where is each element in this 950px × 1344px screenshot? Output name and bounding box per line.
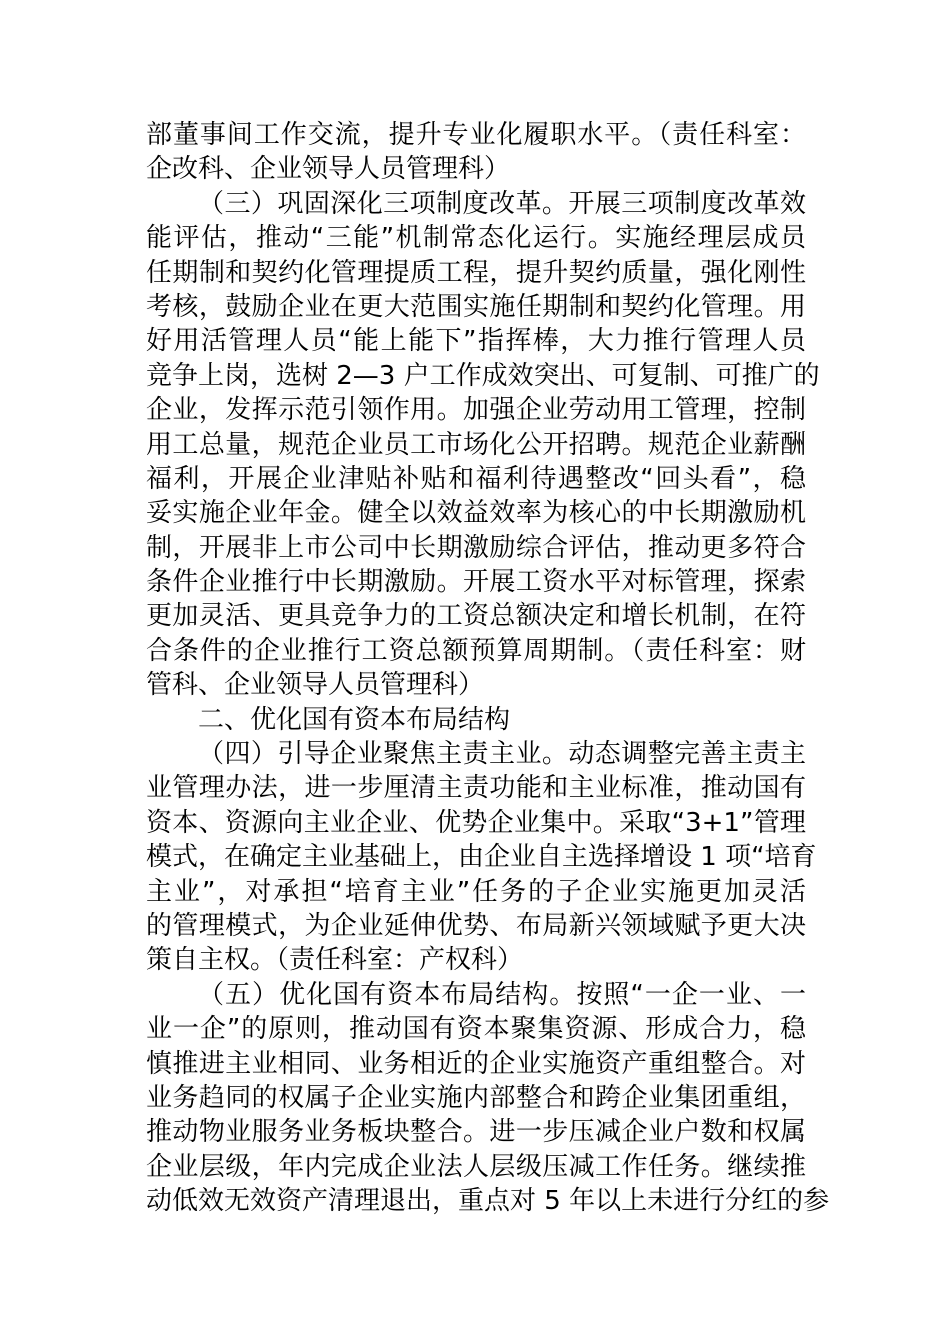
text-line: 企改科、企业领导人员管理科） (146, 154, 511, 185)
text-line: 业一企”的原则，推动国有资本聚集资源、形成合力，稳 (146, 1014, 806, 1045)
text-line: 合条件的企业推行工资总额预算周期制。（责任科室：财 (146, 635, 806, 666)
text-line: 动低效无效资产清理退出，重点对 5 年以上未进行分红的参 (146, 1186, 830, 1217)
text-line: 业务趋同的权属子企业实施内部整合和跨企业集团重组， (146, 1082, 806, 1113)
text-line: 企业层级，年内完成企业法人层级压减工作任务。继续推 (146, 1151, 806, 1182)
text-line: 管科、企业领导人员管理科） (146, 670, 485, 701)
section-heading: 二、优化国有资本布局结构 (198, 704, 511, 735)
text-line: 的管理模式，为企业延伸优势、布局新兴领域赋予更大决 (146, 910, 806, 941)
text-line: 更加灵活、更具竞争力的工资总额决定和增长机制，在符 (146, 601, 806, 632)
text-line: 考核，鼓励企业在更大范围实施任期制和契约化管理。用 (146, 291, 806, 322)
text-line: 任期制和契约化管理提质工程，提升契约质量，强化刚性 (146, 257, 806, 288)
paragraph-start-line: （五）优化国有资本布局结构。按照“一企一业、一 (198, 979, 806, 1010)
text-line: 资本、资源向主业企业、优势企业集中。采取“3+1”管理 (146, 807, 806, 838)
text-line: 部董事间工作交流，提升专业化履职水平。（责任科室： (146, 120, 806, 150)
text-line: 妥实施企业年金。健全以效益效率为核心的中长期激励机 (146, 498, 806, 529)
text-line: 竞争上岗，选树 2—3 户工作成效突出、可复制、可推广的 (146, 360, 820, 391)
text-line: 好用活管理人员“能上能下”指挥棒，大力推行管理人员 (146, 326, 806, 357)
text-line: 推动物业服务业务板块整合。进一步压减企业户数和权属 (146, 1117, 806, 1148)
text-line: 企业，发挥示范引领作用。加强企业劳动用工管理，控制 (146, 395, 806, 426)
text-line: 慎推进主业相同、业务相近的企业实施资产重组整合。对 (146, 1048, 806, 1079)
text-line: 主业”，对承担“培育主业”任务的子企业实施更加灵活 (146, 876, 806, 907)
document-page (146, 118, 830, 1219)
text-line: 用工总量，规范企业员工市场化公开招聘。规范企业薪酬 (146, 429, 806, 460)
text-line: 模式，在确定主业基础上，由企业自主选择增设 1 项“培育 (146, 842, 817, 873)
paragraph-start-line: （四）引导企业聚焦主责主业。动态调整完善主责主 (198, 739, 806, 770)
text-line: 能评估，推动“三能”机制常态化运行。实施经理层成员 (146, 223, 806, 254)
text-line: 福利，开展企业津贴补贴和福利待遇整改“回头看”，稳 (146, 463, 806, 494)
text-line: 业管理办法，进一步厘清主责功能和主业标准，推动国有 (146, 773, 806, 804)
text-line: 条件企业推行中长期激励。开展工资水平对标管理，探索 (146, 567, 806, 598)
text-line: 制，开展非上市公司中长期激励综合评估，推动更多符合 (146, 532, 806, 563)
paragraph-start-line: （三）巩固深化三项制度改革。开展三项制度改革效 (198, 188, 806, 219)
text-line: 策自主权。（责任科室：产权科） (146, 945, 524, 976)
